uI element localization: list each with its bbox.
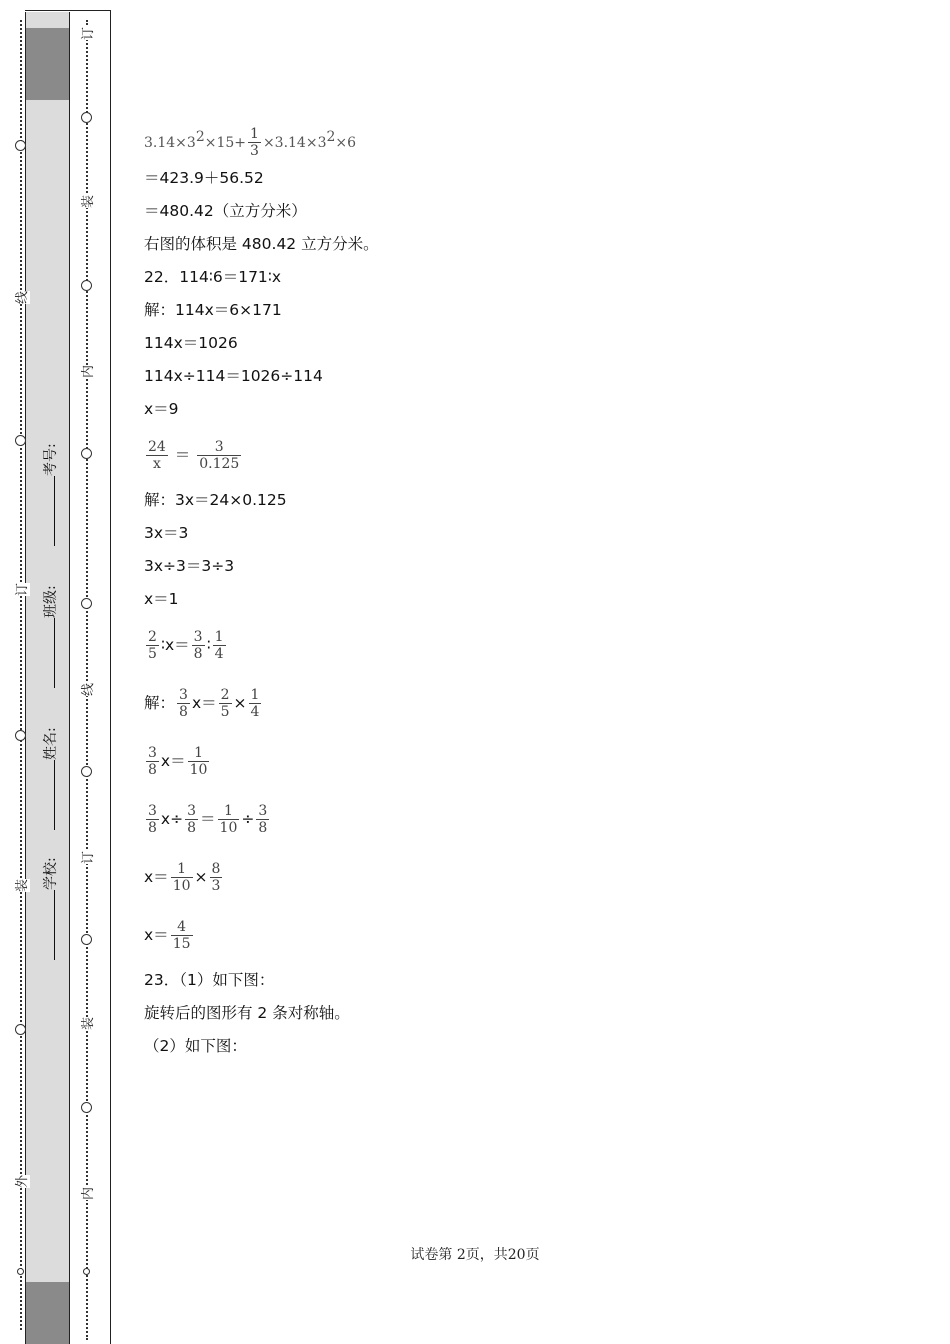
equation-line: ＝480.42（立方分米） xyxy=(144,202,307,220)
denominator: 5 xyxy=(148,646,157,662)
question-line: （2）如下图： xyxy=(144,1037,247,1055)
binding-outer-line xyxy=(110,10,111,1344)
numerator: 3 xyxy=(187,802,197,819)
outer-char: 线 xyxy=(11,291,30,304)
equation-line xyxy=(144,906,844,964)
inner-circle xyxy=(81,448,92,459)
denominator: 0.125 xyxy=(199,456,240,472)
numerator: 3 xyxy=(148,802,157,819)
inner-circle xyxy=(81,280,92,291)
expr-part: x＝ xyxy=(160,752,186,770)
fraction xyxy=(185,803,198,836)
outer-circle xyxy=(17,1268,24,1275)
denominator: 8 xyxy=(187,820,197,836)
binding-dark-block-top xyxy=(25,28,70,100)
field-class xyxy=(40,585,60,690)
equation-line: x＝1 xyxy=(144,590,179,608)
outer-circle xyxy=(15,435,26,446)
inner-circle xyxy=(83,1268,90,1275)
denominator: 15 xyxy=(172,936,191,952)
numerator: 3 xyxy=(258,802,268,819)
denominator: 8 xyxy=(179,704,188,720)
fraction xyxy=(171,861,193,894)
equation-line: 解：114x＝6×171 xyxy=(144,301,282,319)
expr-part: 3.14×3 xyxy=(144,135,196,152)
numerator: 1 xyxy=(171,861,193,878)
equation-line: 3x÷3＝3÷3 xyxy=(144,557,235,575)
inner-circle xyxy=(81,112,92,123)
fraction xyxy=(249,687,262,720)
outer-char: 装 xyxy=(11,879,30,892)
outer-circle xyxy=(15,1024,26,1035)
fraction xyxy=(197,439,241,472)
fraction xyxy=(210,861,223,894)
binding-top-line xyxy=(25,10,111,11)
numerator: 3 xyxy=(197,439,241,456)
denominator: 8 xyxy=(148,762,157,778)
outer-circle xyxy=(15,140,26,151)
expr-part: ∶ xyxy=(206,636,211,654)
answer-line: 右图的体积是 480.42 立方分米。 xyxy=(144,235,379,253)
class-blank[interactable] xyxy=(42,618,55,688)
denominator: 8 xyxy=(193,646,203,662)
inner-char: 装 xyxy=(77,1017,96,1030)
equation-line xyxy=(144,112,844,162)
inner-char: 订 xyxy=(77,27,96,40)
equation-line xyxy=(144,848,844,906)
fraction xyxy=(171,919,193,952)
expr-part: x÷ xyxy=(160,810,184,828)
field-school xyxy=(40,857,60,962)
denominator: x xyxy=(152,456,161,472)
expr-part: ×15+ xyxy=(204,135,247,152)
expr-part: ∶x＝ xyxy=(160,636,190,654)
inner-circle xyxy=(81,598,92,609)
equation-line: 解：3x＝24×0.125 xyxy=(144,491,287,509)
question-line: 23．（1）如下图： xyxy=(144,971,275,989)
numerator: 3 xyxy=(193,628,203,645)
outer-dotted-line xyxy=(20,20,22,1330)
fraction xyxy=(188,745,210,778)
expr-part: ×3.14×3 xyxy=(262,135,327,152)
inner-circle xyxy=(81,766,92,777)
field-exam-no-label: 考号: xyxy=(43,443,59,476)
outer-char: 订 xyxy=(11,583,30,596)
equation-line xyxy=(144,674,844,732)
field-class-label: 班级: xyxy=(43,585,59,618)
denominator: 8 xyxy=(258,820,268,836)
expr-part: × xyxy=(233,694,247,712)
equation-line: x＝9 xyxy=(144,400,179,418)
field-exam-no xyxy=(40,443,60,548)
name-blank[interactable] xyxy=(42,760,55,830)
numerator: 8 xyxy=(211,860,221,877)
fraction xyxy=(146,745,159,778)
expr-part: × xyxy=(194,868,208,886)
denominator: 5 xyxy=(220,704,230,720)
page-footer: 试卷第 2页，共20页 xyxy=(410,1247,540,1263)
inner-char: 线 xyxy=(77,683,96,696)
outer-char: 外 xyxy=(11,1175,30,1188)
numerator: 1 xyxy=(214,628,224,645)
field-name-label: 姓名: xyxy=(43,727,59,760)
inner-char: 装 xyxy=(77,195,96,208)
numerator: 1 xyxy=(218,803,240,820)
binding-dark-block-bottom xyxy=(25,1282,70,1344)
school-blank[interactable] xyxy=(42,890,55,960)
fraction xyxy=(218,803,240,836)
expr-part: ×6 xyxy=(335,135,357,152)
equation-line: 114x＝1026 xyxy=(144,334,238,352)
fraction xyxy=(146,439,168,472)
fraction xyxy=(248,126,261,159)
denominator: 10 xyxy=(172,878,191,894)
inner-circle xyxy=(81,1102,92,1113)
inner-char: 订 xyxy=(77,851,96,864)
numerator: 1 xyxy=(250,686,260,703)
fraction xyxy=(256,803,269,836)
numerator: 24 xyxy=(148,438,166,455)
numerator: 1 xyxy=(250,126,259,143)
expr-part: ÷ xyxy=(241,810,255,828)
expr-exponent: 2 xyxy=(195,129,205,145)
equation-line: 3x＝3 xyxy=(144,524,189,542)
expr-part: x＝ xyxy=(191,694,217,712)
inner-char: 内 xyxy=(77,365,96,378)
expr-part: x＝ xyxy=(144,868,169,886)
denominator: 3 xyxy=(211,878,221,894)
fraction xyxy=(213,629,226,662)
equation-line: 114x÷114＝1026÷114 xyxy=(144,367,323,385)
equation-line xyxy=(144,790,844,848)
binding-margin xyxy=(0,0,115,1344)
fraction xyxy=(192,629,205,662)
fraction xyxy=(177,687,190,720)
answer-line: 旋转后的图形有 2 条对称轴。 xyxy=(144,1004,350,1022)
expr-part: 解： xyxy=(144,694,176,712)
denominator: 3 xyxy=(250,143,259,160)
numerator: 2 xyxy=(220,686,230,703)
inner-circle xyxy=(81,934,92,945)
field-school-label: 学校: xyxy=(43,857,59,890)
equation-line xyxy=(144,732,844,790)
equation-line xyxy=(144,616,844,674)
expr-part: x＝ xyxy=(144,926,169,944)
expr-exponent: 2 xyxy=(326,129,336,145)
question-line: 22．114∶6＝171∶x xyxy=(144,268,281,286)
fraction xyxy=(219,687,232,720)
numerator: 3 xyxy=(179,686,188,703)
denominator: 8 xyxy=(148,820,157,836)
denominator: 4 xyxy=(250,704,260,720)
numerator: 4 xyxy=(171,919,193,936)
field-name xyxy=(40,727,60,832)
inner-dotted-line xyxy=(86,20,88,1340)
denominator: 10 xyxy=(189,762,208,778)
fraction xyxy=(146,803,159,836)
inner-char: 内 xyxy=(77,1187,96,1200)
exam-no-blank[interactable] xyxy=(42,476,55,546)
equals-sign: ＝ xyxy=(174,446,191,464)
numerator: 2 xyxy=(148,628,157,645)
numerator: 3 xyxy=(148,744,157,761)
equation-line xyxy=(144,426,844,484)
denominator: 4 xyxy=(214,646,224,662)
denominator: 10 xyxy=(219,820,238,836)
outer-circle xyxy=(15,730,26,741)
equation-line: ＝423.9＋56.52 xyxy=(144,169,264,187)
equals-sign: ＝ xyxy=(200,810,216,828)
fraction xyxy=(146,629,159,662)
solution-content xyxy=(144,112,844,1063)
numerator: 1 xyxy=(188,745,210,762)
